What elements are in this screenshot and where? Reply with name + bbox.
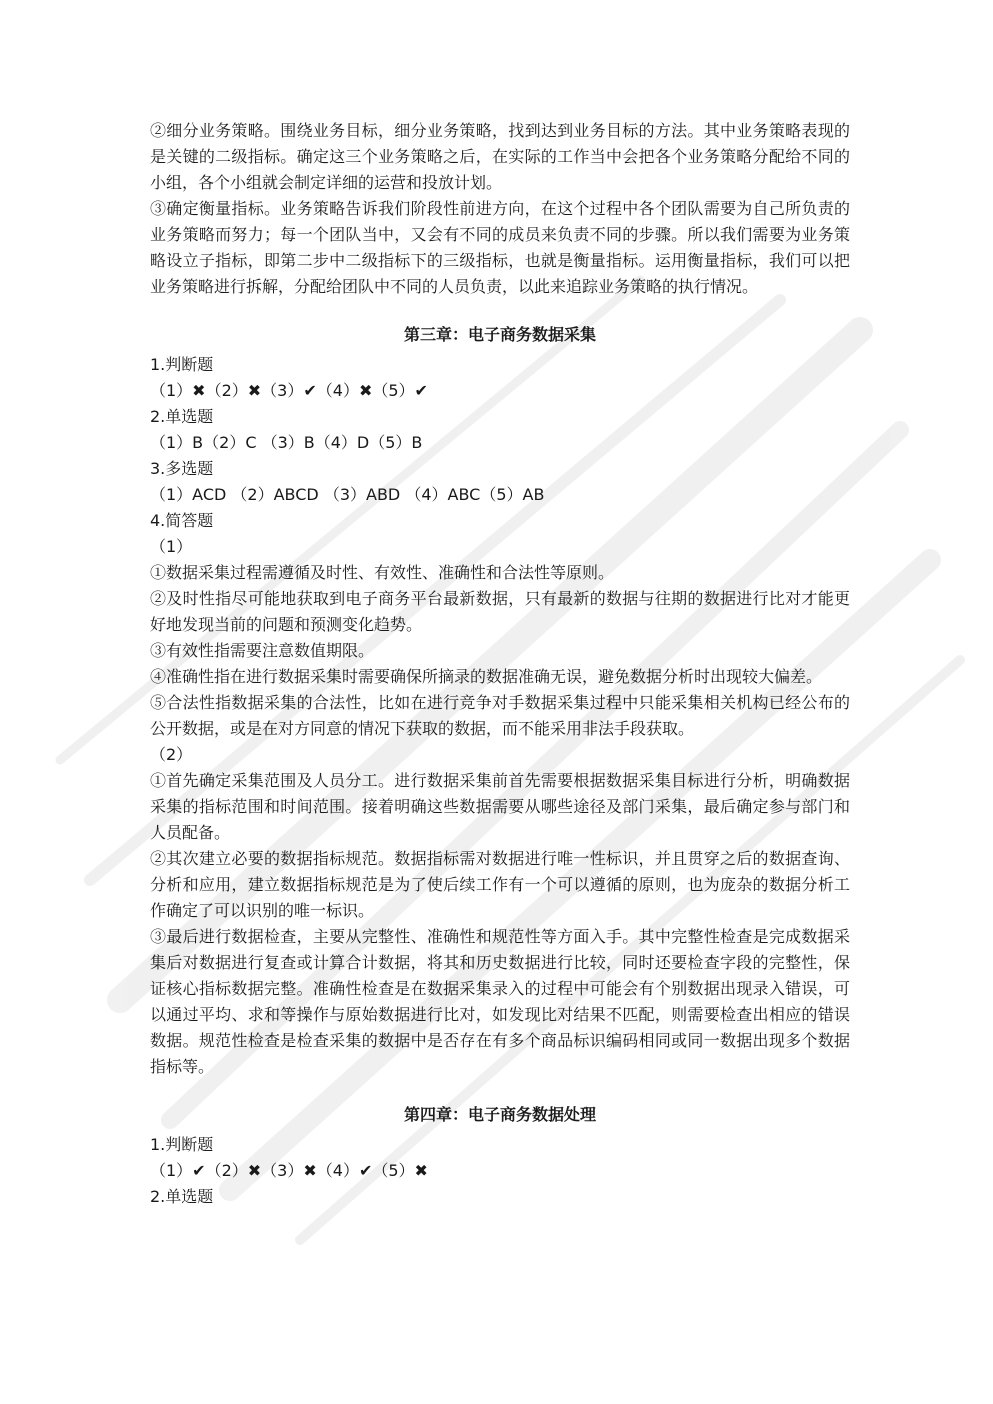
ch3-q2-paragraph: ③最后进行数据检查，主要从完整性、准确性和规范性等方面入手。其中完整性检查是完成数据采集后对数据进行复查或计算合计数据，将其和历史数据进行比较，同时还要检查字段的完整性，保证核心指标数据完整。准确性检查是在数据采集录入的过程中可能会有个别数据出现录入错误，可以通过平均、求和等操作与原始数据进行比对，如发现比对结果不匹配，则需要检查出相应的错误数据。规范性检查是检查采集的数据中是否存在有多个商品标识编码相同或同一数据出现多个数据指标等。	[150, 927, 850, 1076]
ch4-true-false-label: 1.判断题	[150, 1135, 214, 1154]
ch3-q1-label: （1）	[150, 537, 193, 556]
ch3-multi-choice-label: 3.多选题	[150, 459, 214, 478]
ch3-multi-choice-answers: （1）ACD （2）ABCD （3）ABD （4）ABC（5）AB	[150, 485, 545, 504]
chapter-3-section	[150, 322, 850, 1080]
ch3-q2-paragraph: ②其次建立必要的数据指标规范。数据指标需对数据进行唯一性标识，并且贯穿之后的数据查询、分析和应用，建立数据指标规范是为了使后续工作有一个可以遵循的原则，也为庞杂的数据分析工作确定了可以识别的唯一标识。	[150, 849, 850, 920]
ch3-q1-paragraph: ④准确性指在进行数据采集时需要确保所摘录的数据准确无误，避免数据分析时出现较大偏差。	[150, 667, 823, 686]
ch3-q1-paragraph: ②及时性指尽可能地获取到电子商务平台最新数据，只有最新的数据与往期的数据进行比对才能更好地发现当前的问题和预测变化趋势。	[150, 589, 850, 634]
ch3-true-false-label: 1.判断题	[150, 355, 214, 374]
ch3-true-false-answers: （1）✖（2）✖（3）✔（4）✖（5）✔	[150, 381, 428, 400]
document-page	[150, 118, 850, 1210]
ch3-single-choice-label: 2.单选题	[150, 407, 214, 426]
ch3-q1-paragraph: ③有效性指需要注意数值期限。	[150, 641, 375, 660]
chapter-3-title: 第三章：电子商务数据采集	[403, 325, 596, 344]
ch3-q2-paragraph: ①首先确定采集范围及人员分工。进行数据采集前首先需要根据数据采集目标进行分析，明确数据采集的指标范围和时间范围。接着明确这些数据需要从哪些途径及部门采集，最后确定参与部门和人员配备。	[150, 771, 850, 842]
ch3-q2-label: （2）	[150, 745, 193, 764]
ch3-short-answer-label: 4.简答题	[150, 511, 214, 530]
intro-paragraph-1: ②细分业务策略。围绕业务目标，细分业务策略，找到达到业务目标的方法。其中业务策略表现的是关键的二级指标。确定这三个业务策略之后，在实际的工作当中会把各个业务策略分配给不同的小组，各个小组就会制定详细的运营和投放计划。	[150, 121, 850, 192]
ch3-q1-paragraph: ⑤合法性指数据采集的合法性，比如在进行竞争对手数据采集过程中只能采集相关机构已经公布的公开数据，或是在对方同意的情况下获取的数据，而不能采用非法手段获取。	[150, 693, 850, 738]
ch3-q1-paragraph: ①数据采集过程需遵循及时性、有效性、准确性和合法性等原则。	[150, 563, 615, 582]
chapter-4-section	[150, 1102, 850, 1210]
ch3-single-choice-answers: （1）B（2）C （3）B（4）D（5）B	[150, 433, 423, 452]
intro-paragraph-2: ③确定衡量指标。业务策略告诉我们阶段性前进方向，在这个过程中各个团队需要为自己所负责的业务策略而努力；每一个团队当中，又会有不同的成员来负责不同的步骤。所以我们需要为业务策略设立子指标，即第二步中二级指标下的三级指标，也就是衡量指标。运用衡量指标，我们可以把业务策略进行拆解，分配给团队中不同的人员负责，以此来追踪业务策略的执行情况。	[150, 199, 850, 296]
ch4-true-false-answers: （1）✔（2）✖（3）✖（4）✔（5）✖	[150, 1161, 428, 1180]
ch4-single-choice-label: 2.单选题	[150, 1187, 214, 1206]
chapter-4-title: 第四章：电子商务数据处理	[403, 1105, 596, 1124]
